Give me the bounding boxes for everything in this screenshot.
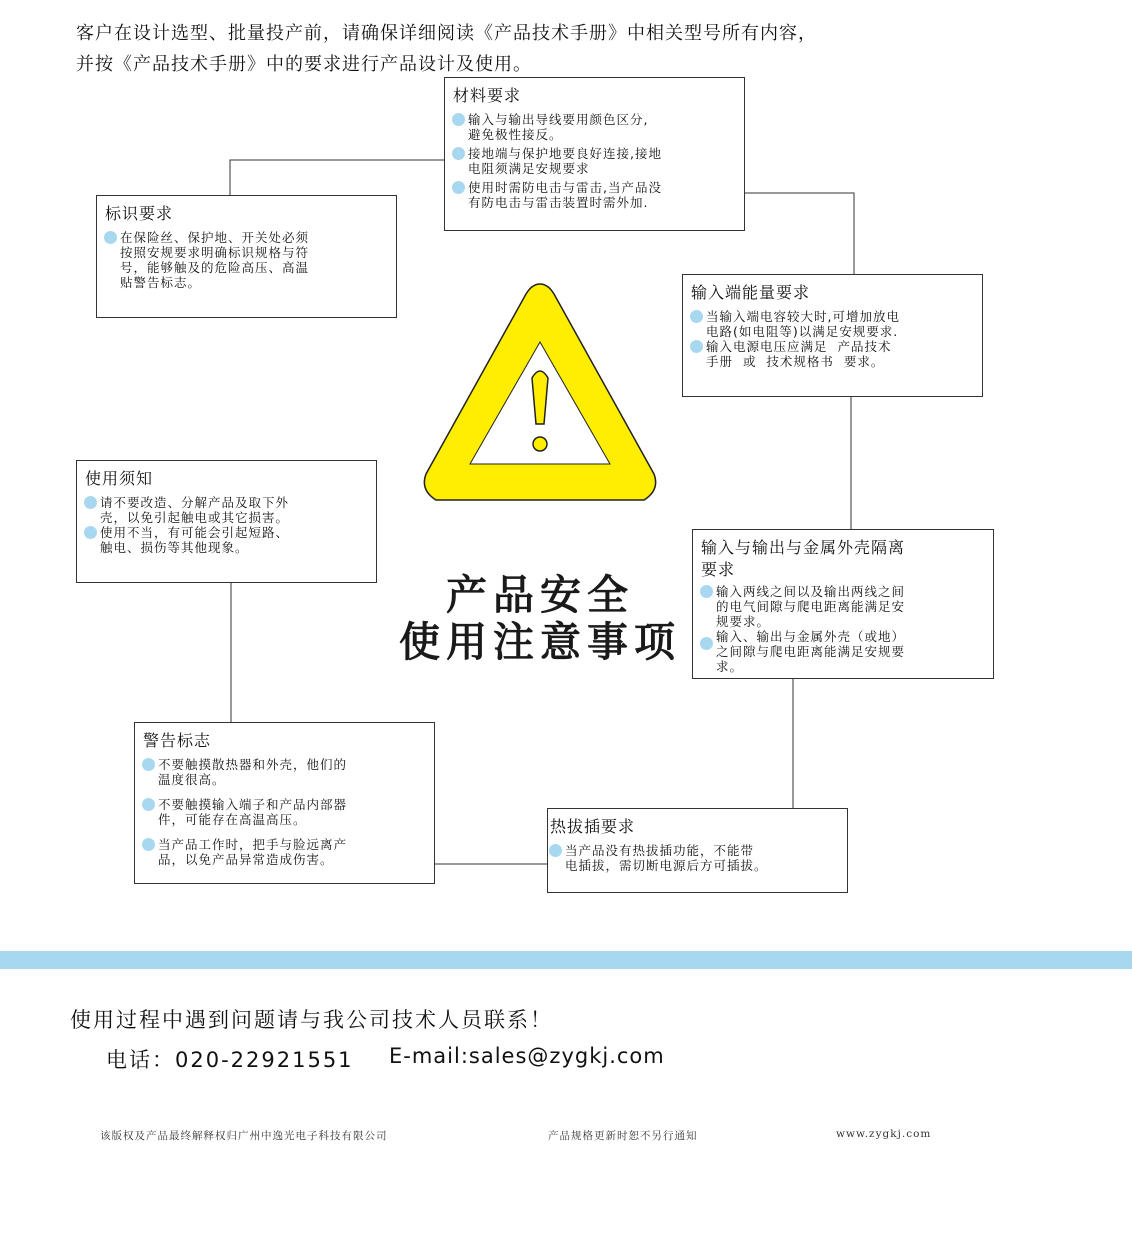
box-hotplug-requirements xyxy=(547,808,848,893)
intro-line-2: 并按《产品技术手册》中的要求进行产品设计及使用。 xyxy=(76,54,532,75)
box-input-energy-requirements xyxy=(682,274,983,397)
blue-dot-icon xyxy=(142,758,155,771)
box-title: 输入与输出与金属外壳隔离 要求 xyxy=(701,538,906,579)
list-item: 输入电源电压应满足 产品技术 手册 或 技术规格书 要求。 xyxy=(691,339,974,369)
list-item: 当产品没有热拔插功能，不能带 电插拔，需切断电源后方可插拔。 xyxy=(550,843,839,873)
footer-website[interactable]: www.zygkj.com xyxy=(836,1128,932,1140)
page-title: 产品安全 使用注意事项 xyxy=(399,571,681,666)
blue-dot-icon xyxy=(700,585,713,598)
box-isolation-requirements xyxy=(692,529,994,679)
box-title: 输入端能量要求 xyxy=(691,283,811,302)
blue-dot-icon xyxy=(142,798,155,811)
list-item: 输入两线之间以及输出两线之间 的电气间隙与爬电距离能满足安 规要求。 xyxy=(701,584,985,629)
list-item: 当产品工作时，把手与脸远离产 品，以免产品异常造成伤害。 xyxy=(143,837,426,867)
footer-copyright: 该版权及产品最终解释权归广州中逸光电子科技有限公司 xyxy=(100,1130,388,1142)
blue-dot-icon xyxy=(84,526,97,539)
box-title: 热拔插要求 xyxy=(550,817,636,836)
box-material-requirements xyxy=(444,77,745,231)
blue-dot-icon xyxy=(452,113,465,126)
box-warning-signs xyxy=(134,722,435,884)
box-title: 标识要求 xyxy=(105,204,174,223)
list-item: 接地端与保护地要良好连接,接地 电阻须满足安规要求 xyxy=(453,146,736,176)
blue-dot-icon xyxy=(104,231,117,244)
list-item: 使用不当，有可能会引起短路、 触电、损伤等其他现象。 xyxy=(85,525,368,555)
box-title: 材料要求 xyxy=(453,86,522,105)
list-item: 在保险丝、保护地、开关处必须 按照安规要求明确标识规格与符 号，能够触及的危险高压、高温 贴警告标志。 xyxy=(105,230,388,290)
list-item: 输入与输出导线要用颜色区分, 避免极性接反。 xyxy=(453,112,736,142)
list-item: 当输入端电容较大时,可增加放电 电路(如电阻等)以满足安规要求. xyxy=(691,309,974,339)
contact-message: 使用过程中遇到问题请与我公司技术人员联系！ xyxy=(70,1008,553,1032)
blue-dot-icon xyxy=(452,181,465,194)
blue-dot-icon xyxy=(84,496,97,509)
blue-dot-icon xyxy=(700,637,713,650)
list-item: 不要触摸散热器和外壳，他们的 温度很高。 xyxy=(143,757,426,787)
contact-email[interactable]: E-mail:sales@zygkj.com xyxy=(389,1044,665,1068)
warning-triangle-icon xyxy=(420,278,660,504)
blue-dot-icon xyxy=(452,147,465,160)
intro-line-1: 客户在设计选型、批量投产前，请确保详细阅读《产品技术手册》中相关型号所有内容， xyxy=(76,23,817,44)
divider-stripe xyxy=(0,951,1132,969)
blue-dot-icon xyxy=(690,340,703,353)
list-item: 不要触摸输入端子和产品内部器 件，可能存在高温高压。 xyxy=(143,797,426,827)
footer-notice: 产品规格更新时恕不另行通知 xyxy=(548,1130,698,1142)
blue-dot-icon xyxy=(690,310,703,323)
box-title: 警告标志 xyxy=(143,731,212,750)
blue-dot-icon xyxy=(142,838,155,851)
box-marking-requirements xyxy=(96,195,397,318)
box-usage-notes xyxy=(76,460,377,583)
list-item: 请不要改造、分解产品及取下外 壳，以免引起触电或其它损害。 xyxy=(85,495,368,525)
contact-phone: 电话：020-22921551 xyxy=(106,1048,354,1072)
list-item: 输入、输出与金属外壳（或地） 之间隙与爬电距离能满足安规要 求。 xyxy=(701,629,985,674)
list-item: 使用时需防电击与雷击,当产品没 有防电击与雷击装置时需外加. xyxy=(453,180,736,210)
box-title: 使用须知 xyxy=(85,469,154,488)
blue-dot-icon xyxy=(549,844,562,857)
